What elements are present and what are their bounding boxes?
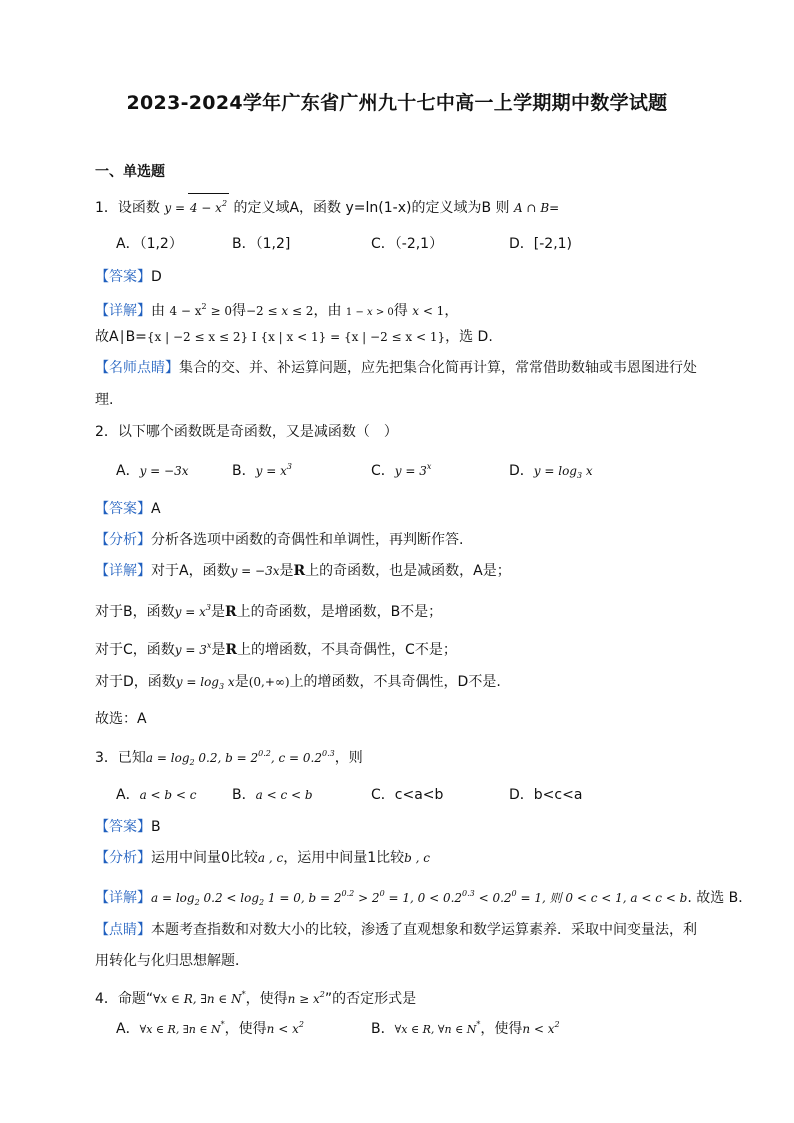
q2-option-d: D．$y = \log_3 x$ — [509, 463, 593, 480]
question-1-stem: 1．设函数 $y = 4 - x^2$ 的定义域A，函数 y=ln(1-x)的定义域为B 则 A ∩ B= — [95, 193, 559, 218]
q1-tip: 【名师点睛】集合的交、并、补运算问题，应先把集合化简再计算，常常借助数轴或韦恩图进行处 — [95, 360, 697, 376]
section-heading: 一、单选题 — [95, 164, 165, 180]
q2-option-c: C．$y = 3^x$ — [371, 462, 432, 479]
question-3-stem: 3．已知$a = \log_2 0.2$, $b = 2^{0.2}$, $c = 0.2^{0.3}$，则 — [95, 749, 363, 767]
q3-option-b: B．a < c < b — [232, 787, 313, 803]
question-4-stem: 4．命题“∀x ∈ R, ∃n ∈ N*，使得$n \ge x^2$”的否定形式是 — [95, 990, 417, 1007]
q1-option-b: B．（1,2] — [232, 236, 291, 252]
q3-point-2: 用转化与化归思想解题． — [95, 953, 249, 969]
q3-analysis: 【分析】运用中间量0比较a , c，运用中间量1比较b , c — [95, 850, 431, 866]
q2-analysis: 【分析】分析各选项中函数的奇偶性和单调性，再判断作答. — [95, 532, 464, 548]
q3-answer: 【答案】B — [95, 819, 161, 835]
q4-option-a: A．∀x ∈ R, ∃n ∈ N*，使得$n < x^2$ — [116, 1020, 304, 1037]
q2-option-a: A．y = −3x — [116, 463, 189, 479]
q3-option-d: D．b<c<a — [509, 787, 583, 803]
q2-option-b: B．$y = x^3$ — [232, 462, 292, 479]
q2-detail-3: 对于C，函数$y = 3^x$是R上的增函数，不具奇偶性，C不是； — [95, 641, 457, 658]
q3-option-a: A．a < b < c — [116, 787, 197, 803]
q1-option-d: D．[-2,1) — [509, 236, 573, 252]
q2-detail-2: 对于B，函数$y = x^3$是R上的奇函数，是增函数，B不是； — [95, 603, 443, 620]
formula: A ∩ B= — [513, 201, 560, 215]
q2-detail-4: 对于D，函数$y = \log_3 x$是(0,+∞)上的增函数，不具奇偶性，D不是. — [95, 674, 501, 691]
q3-detail: 【详解】$a = \log_2 0.2 < \log_2 1 = 0$, $b = 2^{0.2} > 2^0 = 1$, $0 < 0.2^{0.3} < 0.2^0 = 1$, 则 0 < c < 1, a < c < b. 故选 B． — [95, 889, 753, 907]
q1-tip-2: 理. — [95, 392, 114, 408]
page-title: 2023-2024学年广东省广州九十七中高一上学期期中数学试题 — [126, 92, 668, 114]
q3-option-c: C．c<a<b — [371, 787, 444, 803]
q1-answer: 【答案】D — [95, 269, 162, 285]
q1-option-c: C．（-2,1） — [371, 236, 444, 252]
q2-answer: 【答案】A — [95, 501, 161, 517]
q4-option-b: B．∀x ∈ R, ∀n ∈ N*，使得$n < x^2$ — [371, 1020, 560, 1037]
q1-detail-2: 故A∣B={x | −2 ≤ x ≤ 2} I {x | x < 1} = {x | −2 ≤ x < 1}，选 D. — [95, 329, 493, 345]
q3-point: 【点睛】本题考查指数和对数大小的比较，渗透了直观想象和数学运算素养．采取中间变量法，利 — [95, 922, 697, 938]
q2-detail-1: 【详解】对于A，函数y = −3x是R上的奇函数，也是减函数，A是； — [95, 563, 511, 579]
question-2-stem: 2．以下哪个函数既是奇函数，又是减函数（ ） — [95, 424, 398, 440]
formula: $y = 4 - x^2$ — [164, 201, 229, 215]
q1-detail: 【详解】由 $4 - x^2 \ge 0$得−2 ≤ x ≤ 2，由 1 − x > 0得 x < 1， — [95, 302, 459, 319]
q2-conclusion: 故选：A — [95, 711, 147, 727]
q1-option-a: A．（1,2） — [116, 236, 183, 252]
